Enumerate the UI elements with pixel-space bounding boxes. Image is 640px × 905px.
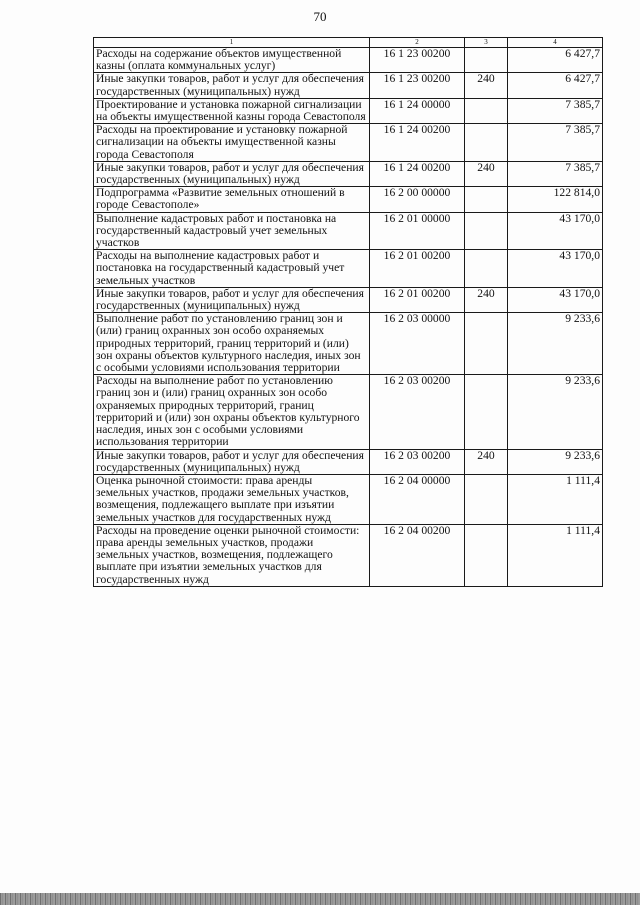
- row-amount: 6 427,7: [508, 73, 603, 98]
- row-code: 16 2 03 00200: [370, 375, 465, 449]
- row-code: 16 2 01 00200: [370, 250, 465, 288]
- header-col-2: 2: [370, 38, 465, 48]
- row-code: 16 2 01 00000: [370, 212, 465, 250]
- row-code: 16 2 03 00200: [370, 449, 465, 474]
- header-col-4: 4: [508, 38, 603, 48]
- budget-table: [93, 37, 603, 587]
- row-amount: 6 427,7: [508, 48, 603, 73]
- row-type: 240: [465, 287, 508, 312]
- table-row: [94, 161, 603, 186]
- table-row: [94, 187, 603, 212]
- row-type: [465, 250, 508, 288]
- row-type: 240: [465, 449, 508, 474]
- row-code: 16 2 01 00200: [370, 287, 465, 312]
- row-amount: 7 385,7: [508, 124, 603, 162]
- row-name: Проектирование и установка пожарной сигнализации на объекты имущественной казны города Севастополя: [94, 98, 370, 123]
- row-type: 240: [465, 161, 508, 186]
- row-amount: 9 233,6: [508, 449, 603, 474]
- row-amount: 43 170,0: [508, 250, 603, 288]
- row-code: 16 1 24 00000: [370, 98, 465, 123]
- row-type: [465, 524, 508, 586]
- row-type: [465, 474, 508, 524]
- table-row: [94, 73, 603, 98]
- row-type: [465, 124, 508, 162]
- table-row: [94, 212, 603, 250]
- row-amount: 7 385,7: [508, 161, 603, 186]
- row-amount: 1 111,4: [508, 524, 603, 586]
- row-code: 16 2 04 00000: [370, 474, 465, 524]
- row-type: [465, 375, 508, 449]
- row-type: [465, 313, 508, 375]
- row-type: [465, 98, 508, 123]
- row-code: 16 1 23 00200: [370, 48, 465, 73]
- row-name: Расходы на выполнение работ по установлению границ зон и (или) границ охранных зон особо охраняемых природных территорий, границ территорий и (или) зон охраны объектов культурного наследия, иных зон с особыми условиями использования территории: [94, 375, 370, 449]
- row-amount: 122 814,0: [508, 187, 603, 212]
- row-name: Подпрограмма «Развитие земельных отношений в городе Севастополе»: [94, 187, 370, 212]
- table-row: [94, 449, 603, 474]
- table-row: [94, 250, 603, 288]
- page-number: 70: [313, 9, 327, 24]
- row-code: 16 2 03 00000: [370, 313, 465, 375]
- row-type: [465, 212, 508, 250]
- table-row: [94, 524, 603, 586]
- row-name: Расходы на выполнение кадастровых работ и постановка на государственный кадастровый учет земельных участков: [94, 250, 370, 288]
- table-row: [94, 375, 603, 449]
- row-name: Расходы на проведение оценки рыночной стоимости: права аренды земельных участков, продажи земельных участков, возмещения, подлежащего выплате при изъятии земельных участков для государственных нужд: [94, 524, 370, 586]
- row-name: Оценка рыночной стоимости: права аренды земельных участков, продажи земельных участков, возмещения, подлежащего выплате при изъятии земельных участков для государственных нужд: [94, 474, 370, 524]
- row-name: Иные закупки товаров, работ и услуг для обеспечения государственных (муниципальных) нужд: [94, 161, 370, 186]
- row-name: Расходы на проектирование и установку пожарной сигнализации на объекты имущественной казны города Севастополя: [94, 124, 370, 162]
- row-amount: 9 233,6: [508, 313, 603, 375]
- row-code: 16 2 00 00000: [370, 187, 465, 212]
- row-code: 16 1 24 00200: [370, 161, 465, 186]
- row-amount: 1 111,4: [508, 474, 603, 524]
- table-row: [94, 48, 603, 73]
- row-name: Расходы на содержание объектов имущественной казны (оплата коммунальных услуг): [94, 48, 370, 73]
- header-col-1: 1: [94, 38, 370, 48]
- row-type: [465, 187, 508, 212]
- row-amount: 7 385,7: [508, 98, 603, 123]
- table-row: [94, 124, 603, 162]
- row-code: 16 2 04 00200: [370, 524, 465, 586]
- row-name: Иные закупки товаров, работ и услуг для обеспечения государственных (муниципальных) нужд: [94, 287, 370, 312]
- table-row: [94, 313, 603, 375]
- row-amount: 43 170,0: [508, 287, 603, 312]
- row-code: 16 1 23 00200: [370, 73, 465, 98]
- row-name: Выполнение работ по установлению границ зон и (или) границ охранных зон особо охраняемых природных территорий, границ территорий и (или) зон охраны объектов культурного наследия, иных зон с особыми условиями использования территории: [94, 313, 370, 375]
- row-amount: 9 233,6: [508, 375, 603, 449]
- row-name: Выполнение кадастровых работ и постановка на государственный кадастровый учет земельных участков: [94, 212, 370, 250]
- table-row: [94, 474, 603, 524]
- table-row: [94, 287, 603, 312]
- table-header-row: [94, 38, 603, 48]
- header-col-3: 3: [465, 38, 508, 48]
- row-type: [465, 48, 508, 73]
- row-name: Иные закупки товаров, работ и услуг для обеспечения государственных (муниципальных) нужд: [94, 73, 370, 98]
- row-name: Иные закупки товаров, работ и услуг для обеспечения государственных (муниципальных) нужд: [94, 449, 370, 474]
- table-row: [94, 98, 603, 123]
- row-type: 240: [465, 73, 508, 98]
- row-code: 16 1 24 00200: [370, 124, 465, 162]
- scan-artifact-strip: [0, 893, 640, 905]
- row-amount: 43 170,0: [508, 212, 603, 250]
